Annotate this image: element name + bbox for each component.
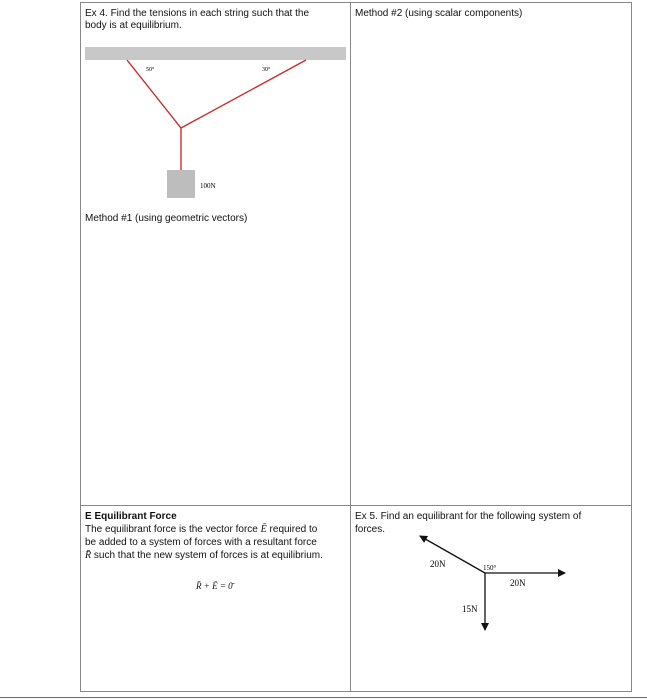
equilibrant-definition-line3: R̄ such that the new system of forces is at equilibrium. (85, 550, 323, 561)
page-bottom-line (0, 697, 647, 698)
force-label-upleft: 20N (430, 559, 446, 569)
angle-label-150: 150° (483, 564, 497, 572)
ex4-question-line2: body is at equilibrium. (85, 20, 182, 31)
column-divider (350, 2, 351, 692)
equilibrant-definition-line2: be added to a system of forces with a resultant force (85, 537, 317, 548)
right-string (181, 60, 306, 128)
hanging-mass-diagram (80, 40, 350, 210)
equilibrium-equation: R̄ + Ē = 0̄ (196, 581, 233, 591)
method1-heading: Method #1 (using geometric vectors) (85, 213, 248, 224)
ex5-question-line1: Ex 5. Find an equilibrant for the following system of (355, 511, 582, 522)
ceiling-beam (85, 47, 346, 60)
ex5-question-line2: forces. (355, 524, 386, 535)
equilibrant-definition-line1: The equilibrant force is the vector force Ē required to (85, 524, 318, 535)
row-divider (80, 505, 632, 506)
hanging-block (167, 170, 195, 198)
ex4-question-line1: Ex 4. Find the tensions in each string such that the (85, 8, 310, 19)
angle-label-left: 50° (146, 67, 155, 73)
force-label-down: 15N (462, 604, 478, 614)
force-system-diagram (400, 530, 590, 640)
weight-label: 100N (200, 182, 216, 190)
angle-label-right: 30° (262, 67, 271, 73)
method2-heading: Method #2 (using scalar components) (355, 8, 523, 19)
force-label-right: 20N (510, 578, 526, 588)
equilibrant-heading: E Equilibrant Force (85, 511, 177, 522)
